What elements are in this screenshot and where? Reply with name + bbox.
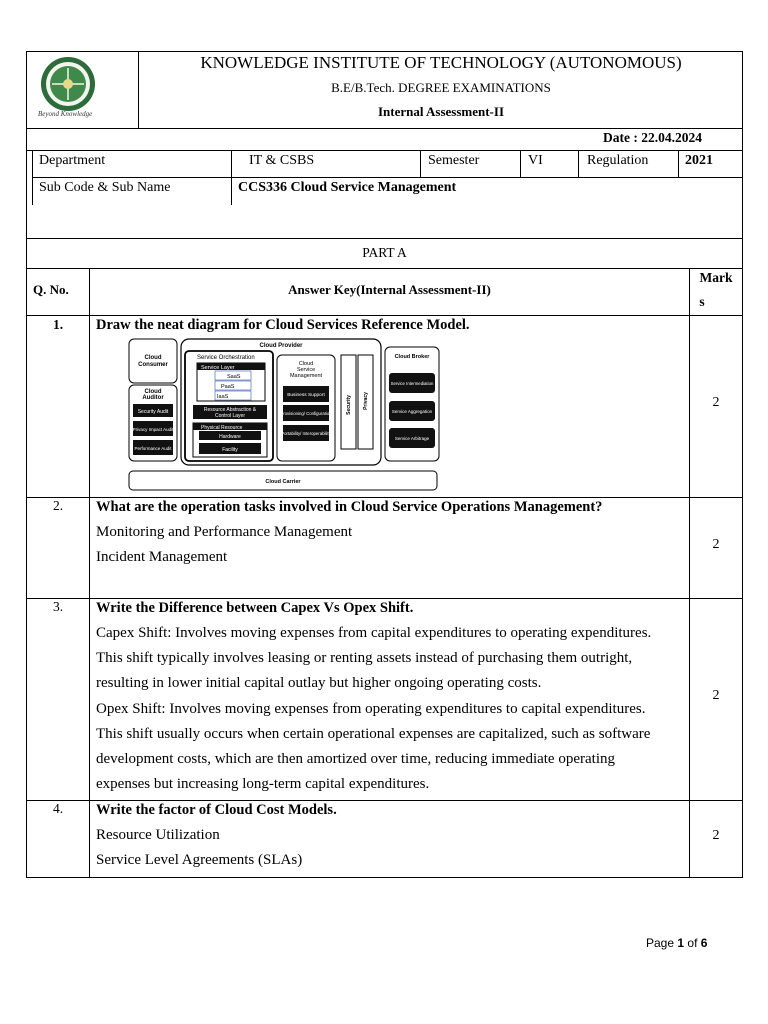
- dgm-security: Security: [346, 395, 352, 415]
- dgm-auditor-item-1: Security Audit: [137, 409, 169, 415]
- cloud-reference-diagram: [127, 337, 441, 493]
- dgm-orchestration: Service Orchestration: [197, 355, 255, 361]
- semester-label: Semester: [428, 153, 480, 168]
- regulation-label: Regulation: [587, 153, 649, 168]
- department-label: Department: [39, 153, 106, 168]
- q1-number: 1.: [52, 317, 64, 332]
- dgm-mgmt-item-2: Provisioning/ Configuration: [280, 411, 332, 416]
- subject-value: CCS336 Cloud Service Management: [238, 180, 457, 195]
- col-marks-header-1: Mark: [699, 270, 733, 285]
- of-word: of: [687, 936, 698, 950]
- info-col-line-1: [231, 150, 232, 205]
- institute-name: KNOWLEDGE INSTITUTE OF TECHNOLOGY (AUTONOMOUS): [200, 53, 682, 72]
- dgm-provider: Cloud Provider: [259, 343, 303, 349]
- q3-answer-line: Opex Shift: Involves moving expenses from operating expenditures to capital expenditures.: [96, 701, 646, 717]
- part-title: PART A: [362, 245, 407, 260]
- col-answer-header: Answer Key(Internal Assessment-II): [288, 282, 491, 297]
- q3-marks: 2: [712, 688, 720, 703]
- q4-question: Write the factor of Cloud Cost Models.: [96, 802, 337, 818]
- q2-number: 2.: [52, 498, 64, 513]
- page-word: Page: [646, 936, 675, 950]
- dgm-auditor-item-3: Performance Audit: [134, 446, 172, 451]
- dgm-saas: SaaS: [227, 374, 241, 380]
- q1-row-line: [26, 497, 743, 498]
- dgm-mgmt-item-3: Portability/ Interoperability: [281, 431, 331, 436]
- dgm-physical: Physical Resource: [201, 425, 243, 431]
- q1-question: Draw the neat diagram for Cloud Services Reference Model.: [96, 317, 470, 333]
- q2-row-line: [26, 598, 743, 599]
- page-number: 1: [677, 936, 685, 950]
- q4-marks: 2: [712, 828, 720, 843]
- department-value: IT & CSBS: [249, 153, 315, 168]
- q2-answer-line: Incident Management: [96, 549, 228, 565]
- q3-answer-line: This shift usually occurs when certain operational expenses are capitalized, such as software: [96, 726, 651, 742]
- q3-row-line: [26, 800, 743, 801]
- dgm-service-layer: Service Layer: [201, 365, 235, 371]
- info-col-line-3: [520, 150, 521, 177]
- logo-caption: Beyond Knowledge: [38, 110, 93, 118]
- q1-marks: 2: [712, 395, 720, 410]
- marks-col-line: [689, 268, 690, 878]
- dgm-broker-item-1: Service Intermediation: [390, 381, 434, 386]
- spacer-row: [26, 205, 743, 238]
- dgm-facility: Facility: [222, 447, 238, 453]
- q4-number: 4.: [52, 801, 64, 816]
- q3-answer-line: This shift typically involves leasing or renting assets instead of purchasing them outright,: [96, 650, 633, 666]
- subject-label: Sub Code & Sub Name: [39, 180, 171, 195]
- info-row-divider: [32, 177, 743, 178]
- dgm-auditor: Cloud Auditor: [142, 389, 164, 401]
- dgm-carrier: Cloud Carrier: [265, 479, 301, 485]
- q3-answer-line: development costs, which are then amortized over time, reducing immediate operating: [96, 751, 615, 767]
- dgm-mgmt-item-1: Business Support: [287, 393, 325, 398]
- page-total: 6: [700, 936, 708, 950]
- q2-answer-line: Monitoring and Performance Management: [96, 524, 353, 540]
- col-marks-header-2: s: [699, 294, 705, 309]
- q4-answer-line: Service Level Agreements (SLAs): [96, 852, 303, 868]
- dgm-privacy: Privacy: [363, 392, 369, 410]
- info-left-line: [32, 150, 33, 205]
- assessment-title: Internal Assessment-II: [377, 104, 505, 119]
- page-footer: [646, 936, 707, 950]
- q2-marks: 2: [712, 537, 720, 552]
- dgm-broker-item-2: Service Aggregation: [391, 409, 433, 414]
- dgm-iaas: IaaS: [217, 394, 229, 400]
- dgm-broker: Cloud Broker: [394, 354, 430, 360]
- dgm-hardware: Hardware: [219, 434, 241, 440]
- qno-col-line: [89, 268, 90, 878]
- dgm-abstraction: Resource Abstraction & Control Layer: [203, 407, 257, 419]
- regulation-value: 2021: [685, 153, 713, 168]
- q4-answer-line: Resource Utilization: [96, 827, 220, 843]
- exam-title: B.E/B.Tech. DEGREE EXAMINATIONS: [331, 80, 551, 95]
- dgm-management: Cloud Service Management: [289, 361, 323, 379]
- q3-question: Write the Difference between Capex Vs Opex Shift.: [96, 600, 414, 616]
- dgm-broker-item-3: Service Arbitrage: [394, 436, 430, 441]
- semester-value: VI: [528, 153, 543, 168]
- info-col-line-2: [420, 150, 421, 177]
- q2-question: What are the operation tasks involved in Cloud Service Operations Management?: [96, 499, 603, 515]
- info-col-line-4: [578, 150, 579, 177]
- dgm-consumer: Cloud Consumer: [138, 355, 168, 368]
- dgm-paas: PaaS: [221, 384, 235, 390]
- dgm-auditor-item-2: Privacy Impact Audit: [132, 427, 174, 432]
- exam-date: Date : 22.04.2024: [603, 130, 702, 145]
- q3-number: 3.: [52, 599, 64, 614]
- q3-answer-line: expenses but increasing long-term capital expenditures.: [96, 776, 430, 792]
- col-qno-header: Q. No.: [33, 282, 69, 297]
- q3-answer-line: resulting in lower initial capital outlay but higher ongoing operating costs.: [96, 675, 542, 691]
- header-row-line: [26, 315, 743, 316]
- q3-answer-line: Capex Shift: Involves moving expenses from capital expenditures to operating expenditures.: [96, 625, 652, 641]
- info-col-line-5: [678, 150, 679, 177]
